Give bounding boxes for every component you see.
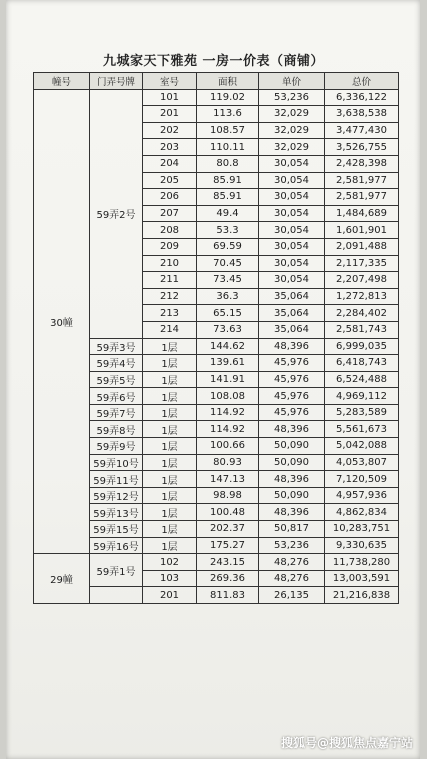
door-cell: 59弄5号 [90,371,143,388]
room-cell: 1层 [143,471,197,488]
area-cell: 144.62 [197,338,259,355]
unit-price-cell: 32,029 [259,139,325,156]
total-price-cell: 9,330,635 [325,537,399,554]
door-cell: 59弄4号 [90,355,143,372]
total-price-cell: 2,117,335 [325,255,399,272]
door-cell: 59弄12号 [90,487,143,504]
total-price-cell: 2,284,402 [325,305,399,322]
room-cell: 102 [143,554,197,571]
door-cell: 59弄6号 [90,388,143,405]
area-cell: 113.6 [197,106,259,123]
room-cell: 1层 [143,355,197,372]
unit-price-cell: 32,029 [259,122,325,139]
unit-price-cell: 48,276 [259,554,325,571]
room-cell: 1层 [143,421,197,438]
total-price-cell: 4,053,807 [325,454,399,471]
unit-price-cell: 35,064 [259,321,325,338]
door-cell: 59弄8号 [90,421,143,438]
unit-price-cell: 30,054 [259,272,325,289]
total-price-cell: 6,999,035 [325,338,399,355]
area-cell: 119.02 [197,89,259,106]
unit-price-cell: 30,054 [259,255,325,272]
unit-price-cell: 32,029 [259,106,325,123]
total-price-cell: 3,638,538 [325,106,399,123]
total-price-cell: 21,216,838 [325,587,399,604]
room-cell: 1层 [143,371,197,388]
room-cell: 1层 [143,438,197,455]
unit-price-cell: 45,976 [259,404,325,421]
unit-price-cell: 50,090 [259,438,325,455]
room-cell: 103 [143,570,197,587]
total-price-cell: 2,581,743 [325,321,399,338]
total-price-cell: 2,428,398 [325,155,399,172]
area-cell: 175.27 [197,537,259,554]
unit-price-cell: 35,064 [259,288,325,305]
area-cell: 85.91 [197,172,259,189]
total-price-cell: 1,272,813 [325,288,399,305]
area-cell: 202.37 [197,521,259,538]
area-cell: 139.61 [197,355,259,372]
room-cell: 205 [143,172,197,189]
header-room: 室号 [143,73,197,90]
total-price-cell: 10,283,751 [325,521,399,538]
unit-price-cell: 30,054 [259,189,325,206]
room-cell: 212 [143,288,197,305]
area-cell: 243.15 [197,554,259,571]
total-price-cell: 1,601,901 [325,222,399,239]
unit-price-cell: 30,054 [259,205,325,222]
room-cell: 210 [143,255,197,272]
total-price-cell: 2,207,498 [325,272,399,289]
room-cell: 1层 [143,537,197,554]
unit-price-cell: 45,976 [259,355,325,372]
total-price-cell: 6,524,488 [325,371,399,388]
door-cell: 59弄15号 [90,521,143,538]
area-cell: 53.3 [197,222,259,239]
area-cell: 110.11 [197,139,259,156]
room-cell: 207 [143,205,197,222]
door-cell: 59弄3号 [90,338,143,355]
area-cell: 73.63 [197,321,259,338]
area-cell: 100.48 [197,504,259,521]
table-row [34,554,399,571]
area-cell: 98.98 [197,487,259,504]
area-cell: 73.45 [197,272,259,289]
room-cell: 101 [143,89,197,106]
door-cell: 59弄16号 [90,537,143,554]
total-price-cell: 5,561,673 [325,421,399,438]
door-cell: 59弄10号 [90,454,143,471]
area-cell: 114.92 [197,421,259,438]
room-cell: 208 [143,222,197,239]
unit-price-cell: 48,396 [259,471,325,488]
area-cell: 80.93 [197,454,259,471]
room-cell: 211 [143,272,197,289]
room-cell: 1层 [143,388,197,405]
total-price-cell: 4,862,834 [325,504,399,521]
total-price-cell: 3,477,430 [325,122,399,139]
unit-price-cell: 48,396 [259,504,325,521]
area-cell: 147.13 [197,471,259,488]
room-cell: 1层 [143,404,197,421]
table-row [34,89,399,106]
unit-price-cell: 53,236 [259,89,325,106]
door-cell [90,587,143,604]
total-price-cell: 6,336,122 [325,89,399,106]
room-cell: 203 [143,139,197,156]
room-cell: 204 [143,155,197,172]
room-cell: 1层 [143,504,197,521]
unit-price-cell: 50,817 [259,521,325,538]
total-price-cell: 2,091,488 [325,238,399,255]
room-cell: 201 [143,587,197,604]
area-cell: 70.45 [197,255,259,272]
total-price-cell: 7,120,509 [325,471,399,488]
table-body [34,89,399,603]
area-cell: 269.36 [197,570,259,587]
room-cell: 214 [143,321,197,338]
total-price-cell: 2,581,977 [325,189,399,206]
area-cell: 49.4 [197,205,259,222]
area-cell: 65.15 [197,305,259,322]
unit-price-cell: 50,090 [259,454,325,471]
door-cell: 59弄7号 [90,404,143,421]
area-cell: 85.91 [197,189,259,206]
room-cell: 1层 [143,338,197,355]
area-cell: 108.08 [197,388,259,405]
unit-price-cell: 30,054 [259,222,325,239]
room-cell: 209 [143,238,197,255]
document-title: 九城家天下雅苑 一房一价表（商铺） [102,54,325,69]
unit-price-cell: 30,054 [259,238,325,255]
unit-price-cell: 53,236 [259,537,325,554]
unit-price-cell: 48,396 [259,338,325,355]
area-cell: 36.3 [197,288,259,305]
building-cell: 30幢 [34,89,90,554]
door-cell: 59弄11号 [90,471,143,488]
unit-price-cell: 48,276 [259,570,325,587]
room-cell: 213 [143,305,197,322]
header-door: 门弄号牌 [90,73,143,90]
total-price-cell: 11,738,280 [325,554,399,571]
room-cell: 1层 [143,487,197,504]
header-total-price: 总价 [325,73,399,90]
room-cell: 206 [143,189,197,206]
total-price-cell: 5,042,088 [325,438,399,455]
total-price-cell: 4,957,936 [325,487,399,504]
unit-price-cell: 30,054 [259,155,325,172]
unit-price-cell: 45,976 [259,388,325,405]
unit-price-cell: 50,090 [259,487,325,504]
total-price-cell: 2,581,977 [325,172,399,189]
area-cell: 69.59 [197,238,259,255]
unit-price-cell: 45,976 [259,371,325,388]
building-cell: 29幢 [34,554,90,604]
room-cell: 1层 [143,454,197,471]
area-cell: 80.8 [197,155,259,172]
area-cell: 141.91 [197,371,259,388]
door-cell: 59弄9号 [90,438,143,455]
unit-price-cell: 26,135 [259,587,325,604]
room-cell: 1层 [143,521,197,538]
total-price-cell: 5,283,589 [325,404,399,421]
header-unit-price: 单价 [259,73,325,90]
door-cell: 59弄13号 [90,504,143,521]
table-header-row [34,73,399,90]
header-area: 面积 [197,73,259,90]
area-cell: 114.92 [197,404,259,421]
total-price-cell: 1,484,689 [325,205,399,222]
total-price-cell: 4,969,112 [325,388,399,405]
total-price-cell: 13,003,591 [325,570,399,587]
unit-price-cell: 48,396 [259,421,325,438]
unit-price-cell: 30,054 [259,172,325,189]
door-cell: 59弄1号 [90,554,143,587]
area-cell: 108.57 [197,122,259,139]
room-cell: 202 [143,122,197,139]
area-cell: 811.83 [197,587,259,604]
unit-price-cell: 35,064 [259,305,325,322]
total-price-cell: 3,526,755 [325,139,399,156]
total-price-cell: 6,418,743 [325,355,399,372]
header-building: 幢号 [34,73,90,90]
watermark: 搜狐号@搜狐焦点嘉宁站 [280,736,413,750]
room-cell: 201 [143,106,197,123]
area-cell: 100.66 [197,438,259,455]
door-cell: 59弄2号 [90,89,143,338]
price-table [33,72,399,604]
